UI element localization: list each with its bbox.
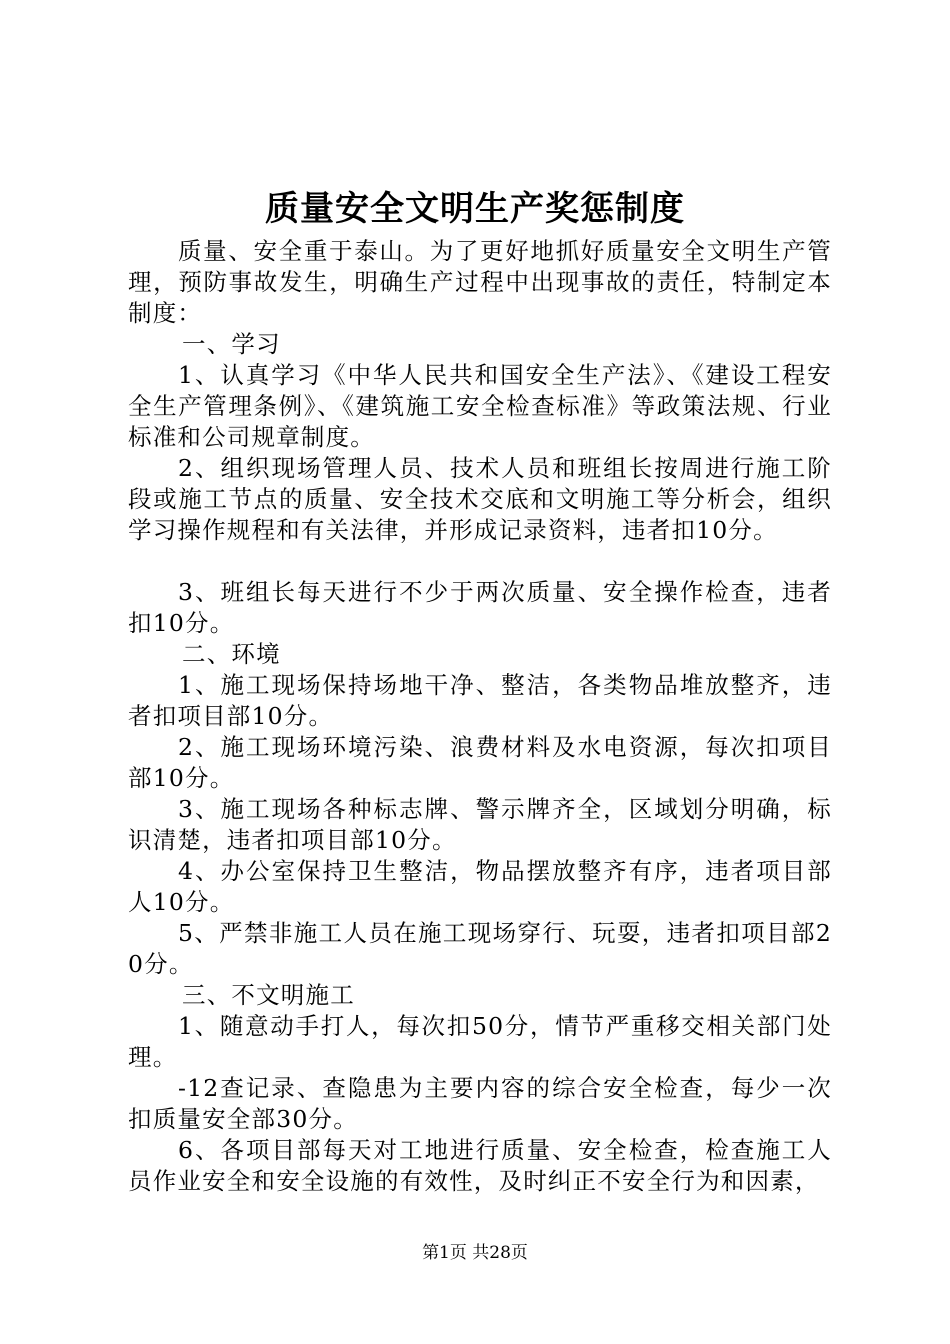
environment-item-1: 1、施工现场保持场地干净、整洁，各类物品堆放整齐，违者扣项目部10分。 — [128, 671, 832, 730]
study-item-2: 2、组织现场管理人员、技术人员和班组长按周进行施工阶段或施工节点的质量、安全技术交底和文明施工等分析会，组织学习操作规程和有关法律，并形成记录资料，违者扣10分。 — [128, 454, 832, 544]
environment-item-2: 2、施工现场环境污染、浪费材料及水电资源，每次扣项目部10分。 — [128, 733, 832, 792]
environment-item-5: 5、严禁非施工人员在施工现场穿行、玩耍，违者扣项目部20分。 — [128, 919, 832, 978]
uncivilized-item-2: -12查记录、查隐患为主要内容的综合安全检查，每少一次扣质量安全部30分。 — [128, 1074, 832, 1133]
study-item-1: 1、认真学习《中华人民共和国安全生产法》、《建设工程安全生产管理条例》、《建筑施工安全检查标准》等政策法规、行业标准和公司规章制度。 — [128, 361, 832, 451]
intro-paragraph: 质量、安全重于泰山。为了更好地抓好质量安全文明生产管理，预防事故发生，明确生产过程中出现事故的责任，特制定本制度： — [128, 237, 832, 327]
section-heading-environment: 二、环境 — [182, 640, 281, 668]
environment-item-3: 3、施工现场各种标志牌、警示牌齐全，区域划分明确，标识清楚，违者扣项目部10分。 — [128, 795, 832, 854]
section-heading-study: 一、学习 — [182, 330, 281, 358]
document-body — [128, 236, 832, 1197]
document-title: 质量安全文明生产奖惩制度 — [265, 189, 685, 229]
section-heading-uncivilized: 三、不文明施工 — [182, 981, 355, 1009]
page-footer: 第1页 共28页 — [422, 1243, 528, 1263]
uncivilized-item-1: 1、随意动手打人，每次扣50分，情节严重移交相关部门处理。 — [128, 1012, 832, 1071]
uncivilized-item-3: 6、各项目部每天对工地进行质量、安全检查，检查施工人员作业安全和安全设施的有效性，及时纠正不安全行为和因素， — [128, 1136, 832, 1195]
study-item-3: 3、班组长每天进行不少于两次质量、安全操作检查，违者扣10分。 — [128, 578, 832, 637]
environment-item-4: 4、办公室保持卫生整洁，物品摆放整齐有序，违者项目部人10分。 — [128, 857, 832, 916]
